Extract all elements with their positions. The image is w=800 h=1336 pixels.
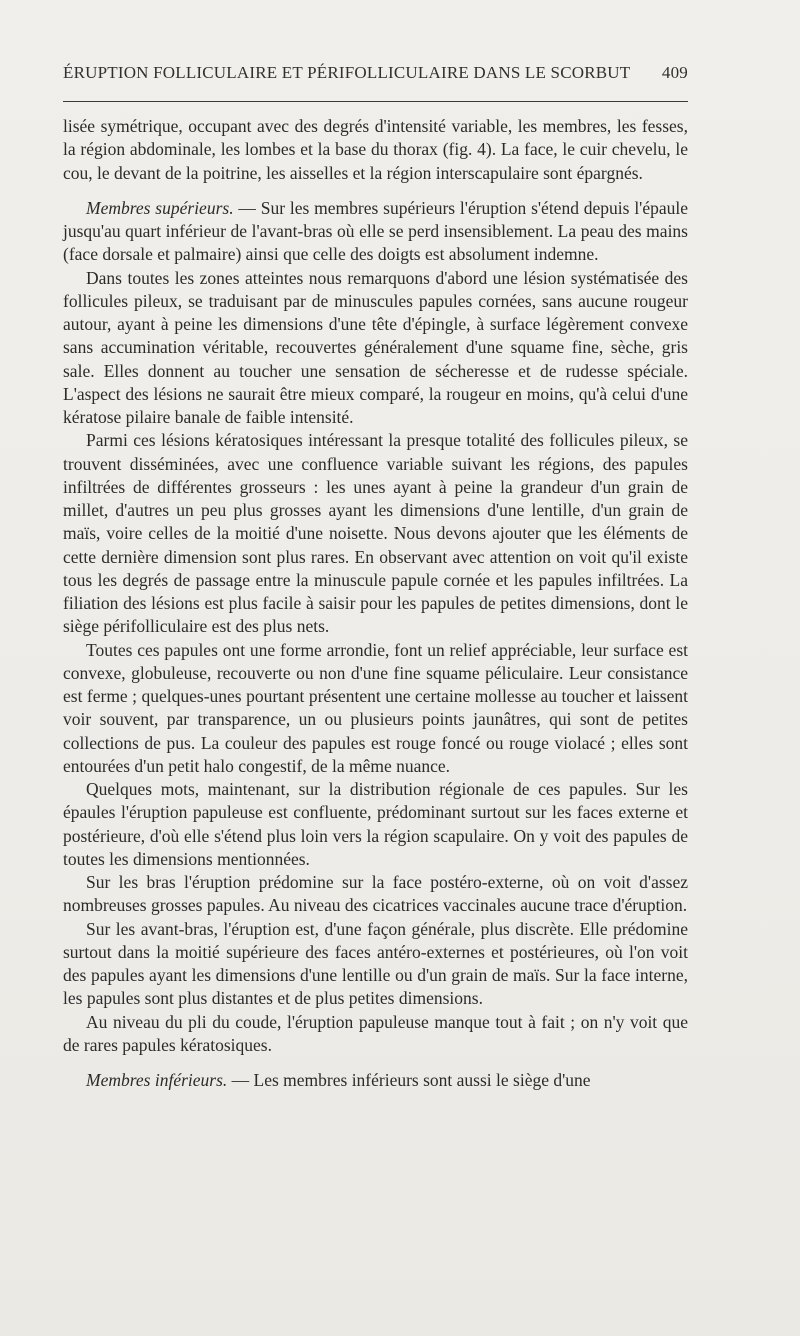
paragraph: Dans toutes les zones atteintes nous remarquons d'abord une lésion systématisée des follicules pileux, se traduisant par de minuscules papules cornées, sans aucune rougeur autour, ayant à peine les dimensions d'une tête d'épingle, à surface légèrement convexe sans accumination véritable, recouvertes généralement d'une squame fine, sèche, gris sale. Elles donnent au toucher une sensation de sécheresse et de rudesse spéciale. L'aspect des lésions ne saurait être mieux comparé, la rougeur en moins, qu'à celui d'une kératose pilaire banale de faible intensité. xyxy=(63,267,688,427)
section-paragraph-membres-superieurs xyxy=(63,197,688,267)
paragraph: Parmi ces lésions kératosiques intéressant la presque totalité des follicules pileux, se trouvent disséminées, avec une confluence variable suivant les régions, des papules infiltrées de différentes grosseurs : les unes ayant à peine la grandeur d'un grain de millet, d'autres un peu plus grosses ayant les dimensions d'une lentille, d'un grain de maïs, voire celles de la moitié d'une noisette. Nous devons ajouter que les éléments de cette dernière dimension sont plus rares. En observant avec attention on voit qu'il existe tous les degrés de passage entre la minuscule papule cornée et les papules infiltrées. La filiation des lésions est plus facile à saisir pour les papules de petites dimensions, dont le siège périfolliculaire est des plus nets. xyxy=(63,430,688,637)
paragraph-text: — Sur les membres supérieurs l'éruption s'étend depuis l'épaule jusqu'au quart inférieur de l'avant-bras où elle se perd insensiblement. La peau des mains (face dorsale et palmaire) ainsi que celle des doigts est absolument indemne. xyxy=(63,197,688,265)
paragraph: Sur les bras l'éruption prédomine sur la face postéro-externe, où on voit d'assez nombreuses grosses papules. Au niveau des cicatrices vaccinales aucune trace d'éruption. xyxy=(63,872,688,916)
section-paragraph-membres-inferieurs xyxy=(63,1069,688,1092)
paragraph: lisée symétrique, occupant avec des degrés d'intensité variable, les membres, les fesses, la région abdominale, les lombes et la base du thorax (fig. 4). La face, le cuir chevelu, le cou, le devant de la poitrine, les aisselles et la région interscapulaire sont épargnés. xyxy=(63,116,688,183)
running-header xyxy=(63,63,688,87)
paragraph-text: — Les membres inférieurs sont aussi le siège d'une xyxy=(227,1070,591,1090)
body-text xyxy=(63,115,688,1092)
running-title: ÉRUPTION FOLLICULAIRE ET PÉRIFOLLICULAIRE DANS LE SCORBUT xyxy=(63,63,631,82)
paragraph: Quelques mots, maintenant, sur la distribution régionale de ces papules. Sur les épaules l'éruption papuleuse est confluente, prédominant surtout sur les faces externe et postérieure, d'où elle s'étend plus loin vers la région scapulaire. On y voit des papules de toutes les dimensions mentionnées. xyxy=(63,779,688,869)
paragraph: Toutes ces papules ont une forme arrondie, font un relief appréciable, leur surface est convexe, globuleuse, recouverte ou non d'une fine squame péliculaire. Leur consistance est ferme ; quelques-unes pourtant présentent une certaine mollesse au toucher et laissent voir souvent, par transparence, un ou plusieurs points jaunâtres, qui sont de petites collections de pus. La couleur des papules est rouge foncé ou rouge violacé ; elles sont entourées d'un petit halo congestif, de la même nuance. xyxy=(63,639,688,776)
section-heading: Membres supérieurs. xyxy=(86,197,234,218)
paragraph: Au niveau du pli du coude, l'éruption papuleuse manque tout à fait ; on n'y voit que de rares papules kératosiques. xyxy=(63,1011,688,1055)
section-heading: Membres inférieurs. xyxy=(86,1070,228,1090)
paragraph: Sur les avant-bras, l'éruption est, d'une façon générale, plus discrète. Elle prédomine surtout dans la moitié supérieure des faces antéro-externes et postérieures, où l'on voit des papules ayant les dimensions d'une lentille ou d'un grain de maïs. Sur la face interne, les papules sont plus distantes et de plus petites dimensions. xyxy=(63,918,688,1009)
header-rule xyxy=(63,101,688,102)
page-number: 409 xyxy=(661,63,688,82)
